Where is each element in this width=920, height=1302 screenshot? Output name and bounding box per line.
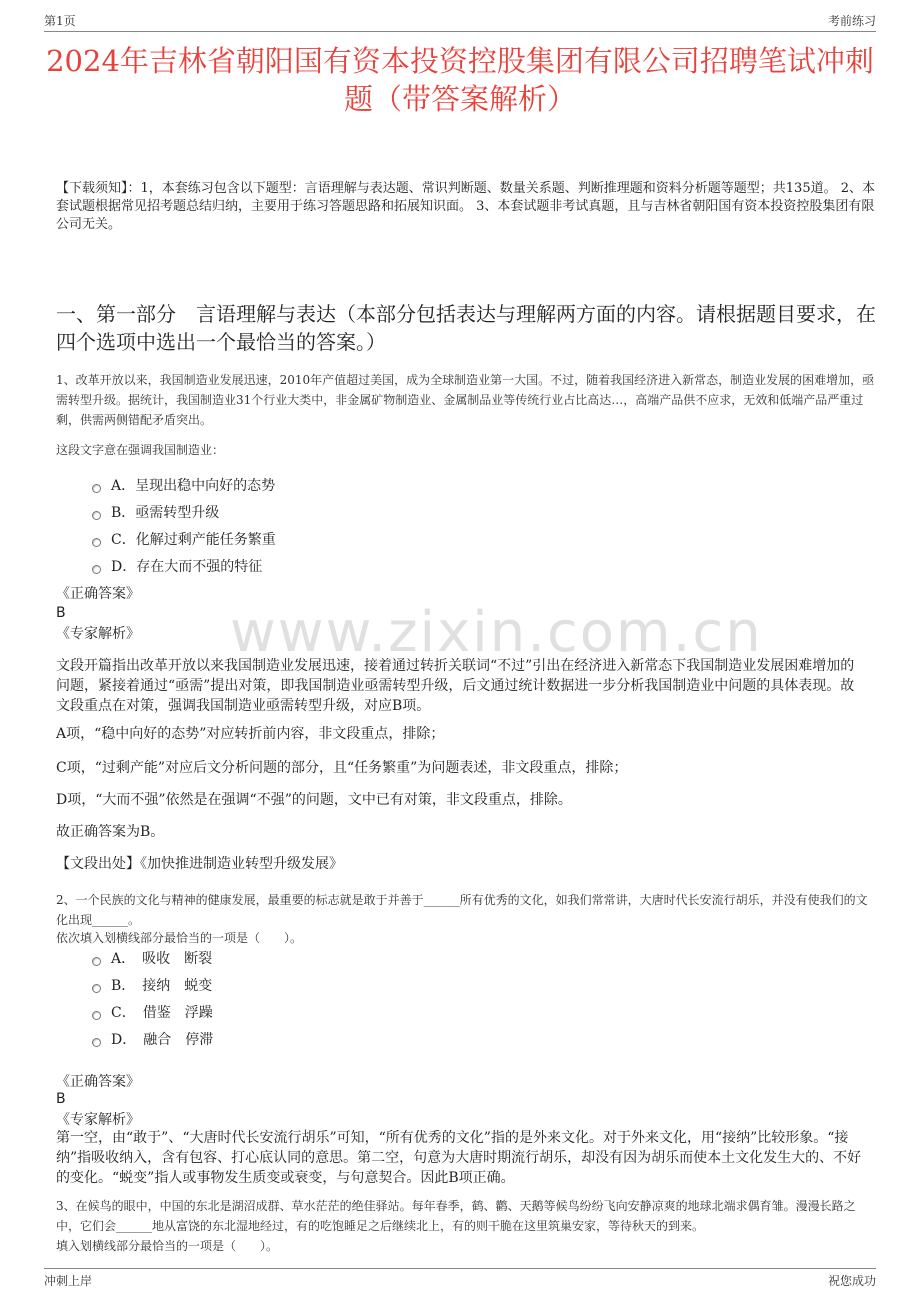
radio-icon[interactable] xyxy=(92,984,101,993)
option-label: C． 借鉴 浮躁 xyxy=(111,1005,213,1021)
radio-icon[interactable] xyxy=(92,511,101,520)
radio-icon[interactable] xyxy=(92,484,101,493)
q1-note-c: C项，“过剩产能”对应后文分析问题的部分，且“任务繁重”为问题表述，非文段重点，排除； xyxy=(56,760,628,776)
q1-option-a[interactable] xyxy=(92,476,275,496)
document-title: 2024年吉林省朝阳国有资本投资控股集团有限公司招聘笔试冲刺题（带答案解析） xyxy=(46,44,874,116)
q1-note-a: A项，“稳中向好的态势”对应转折前内容，非文段重点，排除； xyxy=(56,726,445,742)
option-label: B．亟需转型升级 xyxy=(111,505,220,521)
q2-stem: 2、一个民族的文化与精神的健康发展，最重要的标志就是敢于并善于______所有优秀的文化，如我们常常讲，大唐时代长安流行胡乐，并没有使我们的文化出现______。 xyxy=(56,893,868,927)
option-label: A．呈现出稳中向好的态势 xyxy=(111,478,276,494)
radio-icon[interactable] xyxy=(92,1011,101,1020)
q2-option-c[interactable] xyxy=(92,1003,213,1023)
q2-option-d[interactable] xyxy=(92,1030,213,1050)
radio-icon[interactable] xyxy=(92,957,101,966)
q1-source: 【文段出处】《加快推进制造业转型升级发展》 xyxy=(56,856,343,872)
option-label: B． 接纳 蜕变 xyxy=(111,978,213,994)
footer-right: 祝您成功 xyxy=(827,1274,876,1288)
q2-answer-label: 《正确答案》 xyxy=(56,1074,140,1090)
radio-icon[interactable] xyxy=(92,538,101,547)
q1-option-b[interactable] xyxy=(92,503,219,523)
header-label: 考前练习 xyxy=(827,14,876,28)
q1-analysis-label: 《专家解析》 xyxy=(56,626,140,642)
q1-answer-label: 《正确答案》 xyxy=(56,586,140,602)
option-label: C．化解过剩产能任务繁重 xyxy=(111,532,276,548)
q1-stem: 1、改革开放以来，我国制造业发展迅速，2010年产值超过美国，成为全球制造业第一大国。不过，随着我国经济进入新常态，制造业发展的困难增加，亟需转型升级。据统计，我国制造业31个行业大类中，非金属矿物制造业、金属制品业等传统行业占比高达…，高端产品供不应求，无效和低端产品严重过剩，供需两侧错配矛盾突出。 xyxy=(56,373,875,427)
q1-answer: B xyxy=(56,605,66,621)
q3-question: 填入划横线部分最恰当的一项是（ ）。 xyxy=(56,1239,279,1253)
footer-divider xyxy=(44,1268,876,1269)
radio-icon[interactable] xyxy=(92,1038,101,1047)
q2-question: 依次填入划横线部分最恰当的一项是（ ）。 xyxy=(56,931,303,945)
q2-option-b[interactable] xyxy=(92,976,212,996)
option-label: D．存在大而不强的特征 xyxy=(111,559,263,575)
q1-analysis: 文段开篇指出改革开放以来我国制造业发展迅速，接着通过转折关联词“不过”引出在经济进入新常态下我国制造业发展困难增加的问题，紧接着通过“亟需”提出对策，即我国制造业亟需转型升级，后文通过统计数据进一步分析我国制造业中问题的具体表现。故文段重点在对策，强调我国制造业亟需转型升级，对应B项。 xyxy=(56,658,855,714)
option-label: A． 吸收 断裂 xyxy=(111,951,213,967)
q2-option-a[interactable] xyxy=(92,949,212,969)
radio-icon[interactable] xyxy=(92,565,101,574)
q1-note-d: D项，“大而不强”依然是在强调“不强”的问题，文中已有对策，非文段重点，排除。 xyxy=(56,792,572,808)
q2-analysis: 第一空，由“敢于”、“大唐时代长安流行胡乐”可知，“所有优秀的文化”指的是外来文化。对于外来文化，用“接纳”比较形象。“接纳”指吸收纳入，含有包容、打心底认同的意思。第二空，句意为大唐时期流行胡乐，却没有因为胡乐而使本土文化发生大的、不好的变化。“蜕变”指人或事物发生质变或衰变，与句意契合。因此B项正确。 xyxy=(56,1130,862,1186)
q3-stem: 3、在候鸟的眼中，中国的东北是湖沼成群、草水茫茫的绝佳驿站。每年春季，鹤、鹳、天鹅等候鸟纷纷飞向安静凉爽的地球北端求偶育雏。漫漫长路之中，它们会______地从富饶的东北湿地经过，有的吃饱睡足之后继续北上，有的则干脆在这里筑巢安家，等待秋天的到来。 xyxy=(56,1199,856,1233)
option-label: D． 融合 停滞 xyxy=(111,1032,214,1048)
q2-analysis-label: 《专家解析》 xyxy=(56,1112,140,1128)
q1-conclusion: 故正确答案为B。 xyxy=(56,824,165,840)
footer-left: 冲刺上岸 xyxy=(44,1274,93,1288)
download-notice: 【下载须知】：1，本套练习包含以下题型：言语理解与表达题、常识判断题、数量关系题、判断推理题和资料分析题等题型；共135道。 2、本套试题根据常见招考题总结归纳，主要用于练习答题思路和拓展知识面。 3、本套试题非考试真题，且与吉林省朝阳国有资本投资控股集团有限公司无关。 xyxy=(56,181,875,232)
q1-option-c[interactable] xyxy=(92,530,276,550)
page-number: 第1页 xyxy=(44,14,76,28)
q2-answer: B xyxy=(56,1091,66,1107)
section-heading: 一、第一部分 言语理解与表达（本部分包括表达与理解两方面的内容。请根据题目要求，在四个选项中选出一个最恰当的答案。） xyxy=(56,302,876,354)
watermark: www.zixin.com.cn xyxy=(230,600,763,665)
q1-option-d[interactable] xyxy=(92,557,262,577)
q1-question: 这段文字意在强调我国制造业： xyxy=(56,443,225,457)
header-divider xyxy=(44,31,876,32)
